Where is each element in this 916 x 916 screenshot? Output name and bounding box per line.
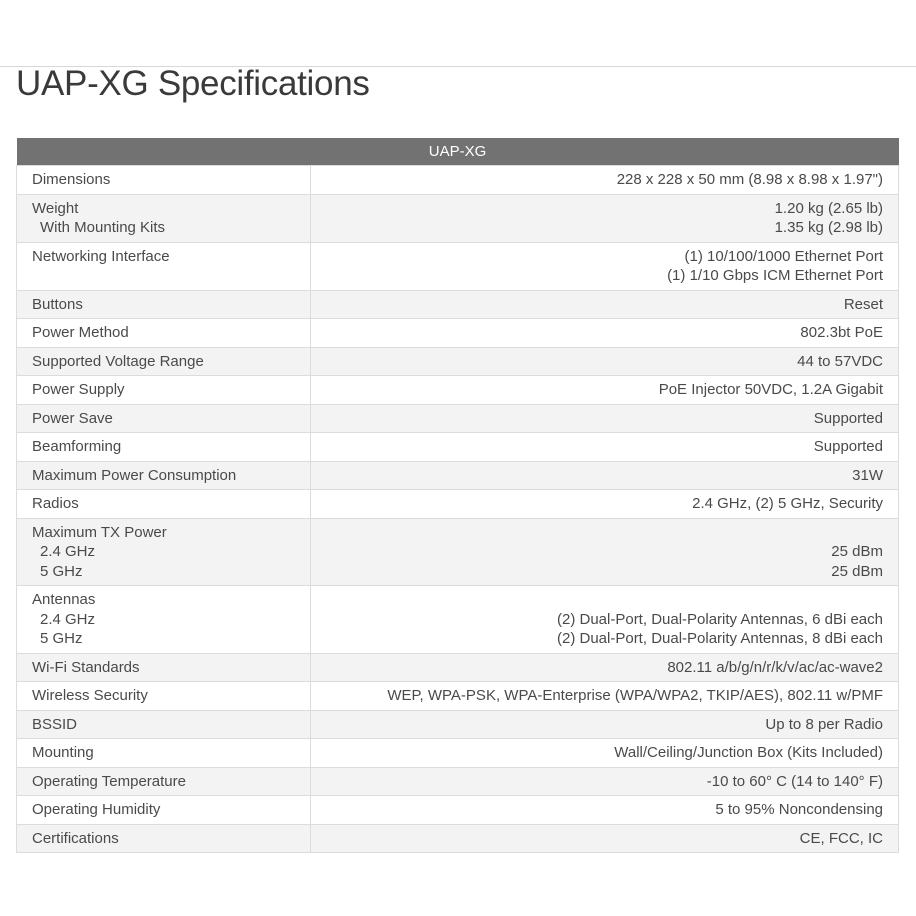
spec-label-text: Certifications xyxy=(32,829,119,847)
table-row xyxy=(17,461,899,490)
spec-label-text: Beamforming xyxy=(32,438,122,455)
table-row xyxy=(17,824,899,853)
spec-value xyxy=(311,518,899,586)
spec-table xyxy=(16,138,899,853)
spec-value xyxy=(311,194,899,242)
spec-label-text: Maximum TX Power xyxy=(32,523,167,541)
spec-value xyxy=(311,404,899,433)
spec-value xyxy=(311,767,899,796)
spec-value-text: WEP, WPA-PSK, WPA-Enterprise (WPA/WPA2, TKIP/AES), 802.11 w/PMF xyxy=(387,687,883,704)
spec-value-text: Supported xyxy=(813,409,883,427)
spec-value-text: 25 dBm xyxy=(831,562,883,580)
spec-value-text xyxy=(326,590,883,610)
table-header: UAP-XG xyxy=(17,138,899,166)
spec-value-text: (2) Dual-Port, Dual-Polarity Antennas, 8 dBi each xyxy=(557,630,883,647)
table-row xyxy=(17,347,899,376)
spec-value-text: 5 to 95% Noncondensing xyxy=(715,801,883,818)
table-row xyxy=(17,490,899,519)
spec-value-text: PoE Injector 50VDC, 1.2A Gigabit xyxy=(658,381,883,398)
spec-label xyxy=(17,194,311,242)
spec-value xyxy=(311,710,899,739)
spec-value xyxy=(311,586,899,654)
page-title: UAP-XG Specifications xyxy=(16,64,370,103)
table-row xyxy=(17,796,899,825)
spec-label xyxy=(17,242,311,290)
spec-value xyxy=(311,739,899,768)
table-row xyxy=(17,404,899,433)
spec-label-text: Mounting xyxy=(32,744,94,761)
spec-value xyxy=(311,376,899,405)
spec-label xyxy=(17,796,311,825)
spec-value-text: Wall/Ceiling/Junction Box (Kits Included) xyxy=(614,744,883,761)
spec-label xyxy=(17,710,311,739)
spec-label-text: Buttons xyxy=(32,295,83,313)
table-row xyxy=(17,433,899,462)
table-row xyxy=(17,242,899,290)
table-row xyxy=(17,194,899,242)
spec-value-text: 802.3bt PoE xyxy=(800,324,883,341)
spec-label xyxy=(17,518,311,586)
spec-value xyxy=(311,433,899,462)
spec-value-text xyxy=(326,523,883,543)
spec-label-text: Wireless Security xyxy=(32,687,148,704)
table-header-row xyxy=(17,138,899,166)
table-row xyxy=(17,710,899,739)
spec-value-text: 25 dBm xyxy=(831,543,883,560)
spec-label xyxy=(17,433,311,462)
spec-label-text: Wi-Fi Standards xyxy=(32,658,140,676)
spec-label xyxy=(17,490,311,519)
spec-label-text: Power Save xyxy=(32,409,113,427)
spec-value xyxy=(311,166,899,195)
spec-label xyxy=(17,682,311,711)
spec-label-text: Antennas xyxy=(32,591,96,608)
spec-label-text: Supported Voltage Range xyxy=(32,352,204,370)
spec-label xyxy=(17,166,311,195)
spec-value-text: Up to 8 per Radio xyxy=(765,715,883,733)
spec-sublabel-text: 5 GHz xyxy=(40,562,83,580)
table-row xyxy=(17,319,899,348)
table-row xyxy=(17,767,899,796)
spec-value-text: 1.20 kg (2.65 lb) xyxy=(774,199,883,217)
spec-value-text: CE, FCC, IC xyxy=(799,829,883,847)
spec-label-text: Operating Temperature xyxy=(32,772,186,790)
table-row xyxy=(17,586,899,654)
spec-label xyxy=(17,653,311,682)
spec-value-text: (2) Dual-Port, Dual-Polarity Antennas, 6 dBi each xyxy=(557,610,883,628)
spec-sublabel-text: 2.4 GHz xyxy=(40,543,96,560)
table-row xyxy=(17,518,899,586)
spec-value xyxy=(311,319,899,348)
spec-label-text: Networking Interface xyxy=(32,247,170,265)
spec-sublabel-text: 2.4 GHz xyxy=(40,610,96,628)
spec-label xyxy=(17,376,311,405)
spec-value xyxy=(311,347,899,376)
spec-value xyxy=(311,682,899,711)
spec-value-text: 2.4 GHz, (2) 5 GHz, Security xyxy=(692,495,883,512)
spec-value xyxy=(311,796,899,825)
spec-label xyxy=(17,347,311,376)
spec-label xyxy=(17,404,311,433)
spec-value xyxy=(311,490,899,519)
spec-label xyxy=(17,319,311,348)
table-row xyxy=(17,739,899,768)
spec-label xyxy=(17,461,311,490)
spec-label-text: Power Supply xyxy=(32,381,125,398)
spec-value-text: 228 x 228 x 50 mm (8.98 x 8.98 x 1.97") xyxy=(616,171,883,188)
spec-value xyxy=(311,290,899,319)
spec-value-text: 44 to 57VDC xyxy=(797,352,883,370)
spec-value-text: 31W xyxy=(852,466,883,484)
table-row xyxy=(17,166,899,195)
spec-value-text: Supported xyxy=(813,438,883,455)
table-row xyxy=(17,682,899,711)
table-row xyxy=(17,653,899,682)
table-row xyxy=(17,376,899,405)
spec-label-text: Dimensions xyxy=(32,171,111,188)
spec-value-text: 1.35 kg (2.98 lb) xyxy=(774,219,883,236)
spec-label xyxy=(17,739,311,768)
spec-label-text: BSSID xyxy=(32,715,78,733)
spec-value xyxy=(311,461,899,490)
spec-label-text: Operating Humidity xyxy=(32,801,161,818)
table-body xyxy=(17,166,899,853)
spec-sublabel-text: 5 GHz xyxy=(40,630,83,647)
spec-value-text: 802.11 a/b/g/n/r/k/v/ac/ac-wave2 xyxy=(667,658,883,676)
spec-label xyxy=(17,290,311,319)
spec-label xyxy=(17,824,311,853)
spec-label-text: Radios xyxy=(32,495,79,512)
spec-value xyxy=(311,824,899,853)
spec-label-text: Power Method xyxy=(32,324,129,341)
spec-value-text: -10 to 60° C (14 to 140° F) xyxy=(706,772,883,790)
spec-label-text: Maximum Power Consumption xyxy=(32,466,237,484)
spec-value-text: Reset xyxy=(843,295,883,313)
spec-value-text: (1) 10/100/1000 Ethernet Port xyxy=(684,247,883,265)
spec-label xyxy=(17,767,311,796)
spec-label-text: Weight xyxy=(32,199,79,217)
spec-value xyxy=(311,653,899,682)
spec-label xyxy=(17,586,311,654)
table-row xyxy=(17,290,899,319)
spec-value xyxy=(311,242,899,290)
spec-sublabel-text: With Mounting Kits xyxy=(40,219,166,236)
spec-value-text: (1) 1/10 Gbps ICM Ethernet Port xyxy=(667,267,883,284)
